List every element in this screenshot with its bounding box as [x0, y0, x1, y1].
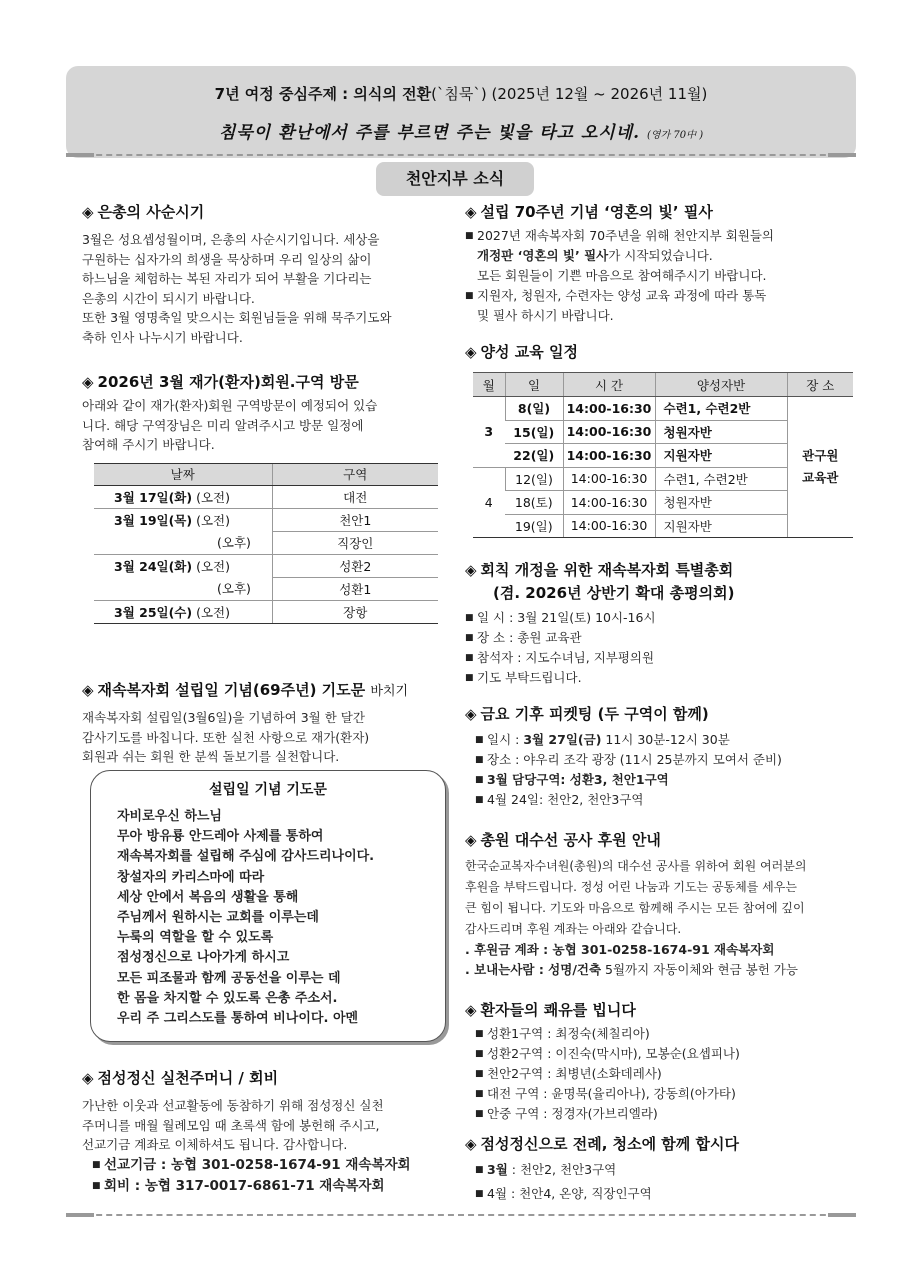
prayer-box [90, 770, 446, 1042]
prayer-line: 창설자의 카리스마에 따라 [117, 869, 265, 885]
healing-item: ■ 성환2구역 : 이진숙(막시마), 모봉순(요셉피나) [465, 1044, 855, 1064]
pouch-title: ◈ 점성정신 실천주머니 / 회비 [82, 1069, 279, 1087]
bottom-divider [66, 1214, 856, 1216]
renovation-title: ◈ 총원 대수선 공사 후원 안내 [465, 831, 661, 849]
diamond-icon: ◈ [82, 1069, 94, 1087]
transcribe-item-cont: 개정판 ‘영혼의 빛’ 필사가 시작되었습니다. [477, 248, 713, 263]
healing-item: ■ 성환1구역 : 최정숙(체칠리아) [465, 1024, 855, 1044]
verse-text: 침묵이 환난에서 주를 부르면 주는 빛을 타고 오시네. [218, 123, 641, 143]
assembly-subtitle: (겸. 2026년 상반기 확대 총평의회) [493, 584, 735, 602]
table-row: (오후) 직장인 [94, 531, 438, 554]
healing-item: ■ 천안2구역 : 최병년(소화데레사) [465, 1064, 855, 1084]
edu-table: 월 일 시 간 양성자반 장 소 3 8(일) 14:00-16:30 수련1, 수련2반 관구원 교육관 15(일) 14:00-16:30 청원자반 22(일) 14:00-16:30 지원자반 4 12(일) 14:00-16:30 수련1, 수련2반 18(토) 14:00-16:30 청원자반 19(일) 14:00-16:30 지원자반 [473, 372, 853, 538]
verse-line [66, 118, 856, 143]
healing-item: ■ 대전 구역 : 윤명묵(율리아나), 강동희(아가타) [465, 1084, 855, 1104]
table-row: 3 8(일) 14:00-16:30 수련1, 수련2반 관구원 교육관 [473, 397, 853, 421]
table-row: 22(일) 14:00-16:30 지원자반 [473, 444, 853, 468]
top-divider [66, 154, 856, 156]
table-row: 3월 19일(목) (오전) 천안1 [94, 508, 438, 531]
prayer-line: 우리 주 그리스도를 통하여 비나이다. 아멘 [117, 1011, 359, 1027]
cleaning-section [465, 1132, 855, 1206]
visit-header-date: 날짜 [94, 463, 272, 485]
table-row: 4 12(일) 14:00-16:30 수련1, 수련2반 [473, 467, 853, 491]
assembly-item: ■ 참석자 : 지도수녀님, 지부평의원 [465, 648, 855, 668]
assembly-title: ◈ 회칙 개정을 위한 재속복자회 특별총회 [465, 561, 734, 579]
diamond-icon: ◈ [82, 373, 94, 391]
prayer-line: 재속복자회를 설립해 주심에 감사드리나이다. [117, 849, 375, 865]
transcribe-item: ■ 지원자, 청원자, 수련자는 양성 교육 과정에 따라 통독 [465, 286, 855, 306]
visit-table [94, 463, 438, 624]
diamond-icon: ◈ [465, 831, 477, 849]
picket-title: ◈ 금요 기후 피켓팅 (두 구역이 함께) [465, 705, 709, 723]
table-row: 3월 17일(화) (오전) 대전 [94, 485, 438, 508]
cleaning-item: ■ 4월 : 천안4, 온양, 직장인구역 [465, 1182, 855, 1206]
table-row: 3월 25일(수) (오전) 장항 [94, 600, 438, 623]
prayer-line: 주님께서 원하시는 교회를 이루는데 [117, 910, 319, 926]
table-row: 3월 24일(화) (오전) 성환2 [94, 554, 438, 577]
visit-body: 아래와 같이 재가(환자)회원 구역방문이 예정되어 있습 니다. 해당 구역장님은 미리 알려주시고 방문 일정에 참여해 주시기 바랍니다. [82, 398, 378, 452]
pouch-body: 가난한 이웃과 선교활동에 동참하기 위해 점성정신 실천 주머니를 매월 월례모임 때 초록색 함에 봉헌해 주시고, 선교기금 계좌로 이체하셔도 됩니다. 감사합니다. [82, 1098, 384, 1152]
picket-item: ■ 4월 24일: 천안2, 천안3구역 [465, 790, 855, 810]
prayer-line: 세상 안에서 복음의 생활을 통해 [117, 889, 299, 905]
theme-suffix: (`침묵`) (2025년 12월 ~ 2026년 11월) [431, 85, 708, 103]
diamond-icon: ◈ [82, 203, 94, 221]
visit-header-area: 구역 [272, 463, 438, 485]
founding-body: 재속복자회 설립일(3월6일)을 기념하여 3월 한 달간 감사기도를 바칩니다. 또한 실천 사항으로 재가(환자) 회원과 쉬는 회원 한 분씩 돌보기를 실천합니다. [82, 710, 370, 764]
lent-title: ◈ 은총의 사순시기 [82, 203, 205, 221]
diamond-icon: ◈ [465, 1135, 477, 1153]
diamond-icon: ◈ [465, 705, 477, 723]
table-row: (오후) 성환1 [94, 577, 438, 600]
renovation-body: 한국순교복자수녀원(총원)의 대수선 공사를 위하여 회원 여러분의 후원을 부탁드립니다. 정성 어린 나눔과 기도는 공동체를 세우는 큰 힘이 됩니다. 기도와 마음으로 함께해 주시는 모든 참여에 깊이 감사드리며 후원 계좌는 아래와 같습니다. [465, 859, 807, 936]
prayer-line: 모든 피조물과 함께 공동선을 이루는 데 [117, 970, 341, 986]
diamond-icon: ◈ [82, 681, 94, 699]
assembly-section [465, 558, 855, 688]
transcribe-item: ■ 2027년 재속복자회 70주년을 위해 천안지부 회원들의 [465, 226, 855, 246]
prayer-title: 설립일 기념 기도문 [209, 782, 327, 798]
picket-item: ■ 3월 담당구역: 성환3, 천안1구역 [465, 770, 855, 790]
transcribe-item-cont: 및 필사 하시기 바랍니다. [477, 308, 614, 323]
transcribe-section [465, 200, 855, 326]
transcribe-title: ◈ 설립 70주년 기념 ‘영혼의 빛’ 필사 [465, 203, 713, 221]
founding-section [82, 678, 454, 767]
visit-section [82, 370, 454, 624]
cleaning-title: ◈ 점성정신으로 전례, 청소에 함께 합시다 [465, 1135, 739, 1153]
cleaning-item: ■ 3월 : 천안2, 천안3구역 [465, 1158, 855, 1182]
picket-item: ■ 장소 : 야우리 조각 광장 (11시 25분까지 모여서 준비) [465, 750, 855, 770]
picket-item: ■ 일시 : 3월 27일(금) 11시 30분-12시 30분 [465, 730, 855, 750]
diamond-icon: ◈ [465, 561, 477, 579]
diamond-icon: ◈ [465, 343, 477, 361]
diamond-icon: ◈ [465, 203, 477, 221]
table-row: 19(일) 14:00-16:30 지원자반 [473, 514, 853, 538]
prayer-line: 누룩의 역할을 할 수 있도록 [117, 930, 274, 946]
renovation-sender: . 보내는사람 : 성명/건축 5월까지 자동이체와 현금 봉헌 가능 [465, 962, 798, 977]
theme-header [66, 66, 856, 158]
mission-fund-account: ■ 선교기금 : 농협 301-0258-1674-91 재속복자회 [82, 1155, 454, 1176]
edu-title: ◈ 양성 교육 일정 [465, 343, 578, 361]
prayer-line: 무아 방유룡 안드레아 사제를 통하여 [117, 829, 324, 845]
picket-section [465, 702, 855, 810]
prayer-line: 한 몸을 차지할 수 있도록 은총 주소서. [117, 990, 338, 1006]
table-row: 15(일) 14:00-16:30 청원자반 [473, 420, 853, 444]
prayer-line: 점성정신으로 나아가게 하시고 [117, 950, 290, 966]
theme-line [66, 83, 856, 104]
pouch-section [82, 1066, 454, 1197]
transcribe-item-cont: 모든 회원들이 기쁜 마음으로 참여해주시기 바랍니다. [477, 268, 767, 283]
healing-title: ◈ 환자들의 쾌유를 빕니다 [465, 1001, 636, 1019]
founding-title: ◈ 재속복자회 설립일 기념(69주년) 기도문 바치기 [82, 681, 409, 699]
table-row: 18(토) 14:00-16:30 청원자반 [473, 491, 853, 515]
dues-account: ■ 회비 : 농협 317-0017-6861-71 재속복자회 [82, 1176, 454, 1197]
theme-prefix: 7년 여정 중심주제 : 의식의 전환 [214, 85, 432, 103]
prayer-line: 자비로우신 하느님 [117, 809, 222, 824]
renovation-account: . 후원금 계좌 : 농협 301-0258-1674-91 재속복자회 [465, 942, 775, 957]
healing-section [465, 998, 855, 1124]
diamond-icon: ◈ [465, 1001, 477, 1019]
healing-item: ■ 안중 구역 : 정경자(가브리엘라) [465, 1104, 855, 1124]
visit-title: ◈ 2026년 3월 재가(환자)회원.구역 방문 [82, 373, 359, 391]
assembly-item: ■ 기도 부탁드립니다. [465, 668, 855, 688]
lent-section [82, 200, 454, 347]
edu-section [465, 340, 855, 538]
lent-body: 3월은 성요셉성월이며, 은총의 사순시기입니다. 세상을 구원하는 십자가의 희생을 묵상하며 우리 일상의 삶이 하느님을 체험하는 복된 자리가 되어 부활을 기다리는 은총의 시간이 되시기 바랍니다. 또한 3월 영명축일 맞으시는 회원님들을 위해 묵주기도와 축하 인사 나누시기 바랍니다. [82, 232, 392, 345]
edu-place: 관구원 교육관 [787, 397, 853, 538]
renovation-section [465, 828, 855, 980]
branch-title: 천안지부 소식 [376, 162, 534, 196]
assembly-item: ■ 장 소 : 총원 교육관 [465, 628, 855, 648]
verse-source: (영가 70中 ) [646, 130, 704, 141]
assembly-item: ■ 일 시 : 3월 21일(토) 10시-16시 [465, 608, 855, 628]
